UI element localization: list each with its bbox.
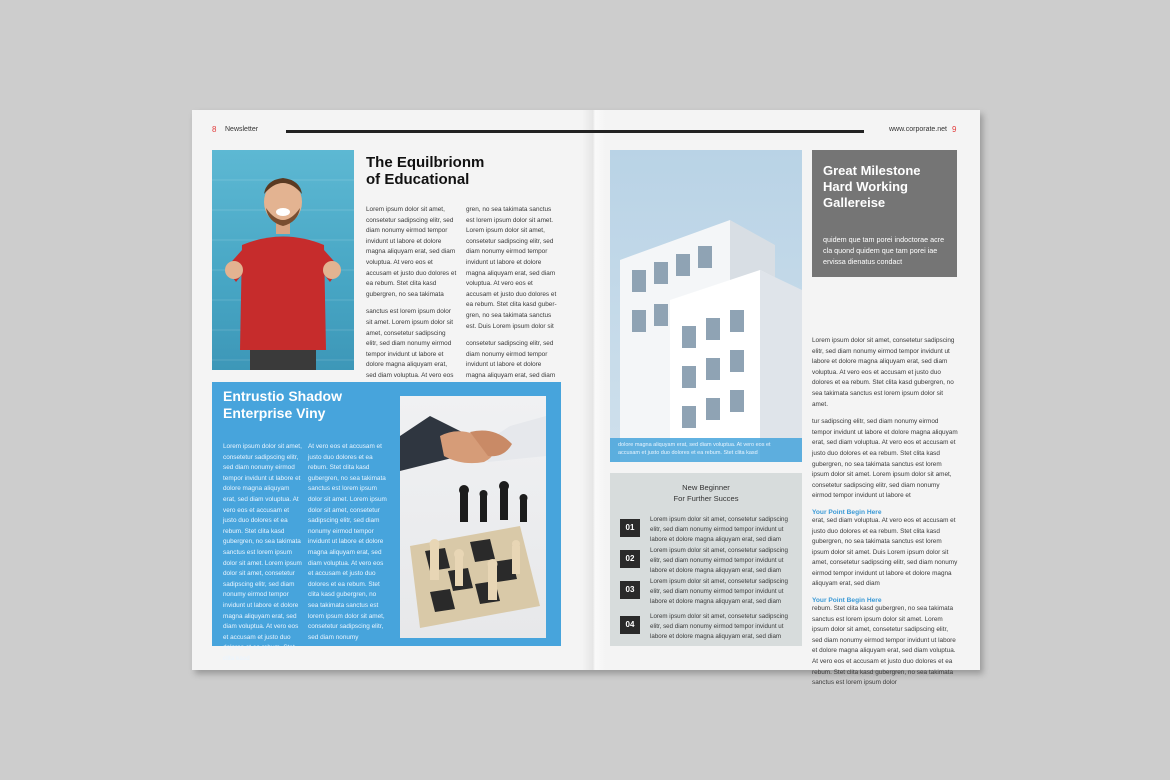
paragraph: At vero eos et accusam et justo duo dolores et ea rebum. Stet clita kasd gubergren, no sea takimata sanctus est lorem ipsum dolor sit amet. Lorem ipsum dolor sit amet, consetetur sadipscing elitr, sed diam nonumy eirmod tempor invidunt ut labore et dolore magna aliquyam erat, sed diam voluptua. At vero eos et accusam et justo duo dolores et ea rebum. Stet clita kasd gubergren, no sea takimata sanctus est lorem ipsum dolor sit amet, consetetur sadipscing elitr, sed diam nonumy [308, 443, 387, 641]
paragraph: gren, no sea takimata sanctus est lorem ipsum dolor sit amet. Lorem ipsum dolor sit amet, consetetur sadipscing elitr, sed diam nonumy eirmod tempor invidunt ut labore et dolore magna aliquyam erat, sed diam voluptua. At vero eos et accusam et justo duo dolores et ea rebum. Stet clita kasd guber-gren, no sea takimata sanctus est. Duis Lorem ipsum dolor sit [466, 206, 557, 330]
paragraph: consetetur sadipscing elitr, sed diam nonumy eirmod tempor invidunt ut labore et dolore magna aliquyam erat, sed diam [466, 340, 556, 379]
feature-column-2 [308, 442, 388, 650]
article-column-1 [366, 205, 458, 410]
list-item: Lorem ipsum dolor sit amet, consetetur sadipscing elitr, sed diam nonumy eirmod tempor invidunt ut labore et dolore magna aliquyam erat, sed diam [650, 578, 788, 605]
subheading: Your Point Begin Here [812, 597, 882, 605]
list-number: 04 [620, 616, 640, 634]
header-url: www.corporate.net [889, 126, 947, 133]
article-title-line1: The Equilbrionm [366, 154, 485, 171]
feature-column-1 [223, 442, 303, 671]
callout-body: quidem que tam porei indoctorae acre cla quond quidem que tam porei iae ervissa dienatus condact [823, 235, 945, 266]
article-title [366, 154, 566, 188]
header-rule [286, 130, 864, 133]
paragraph: rebum. Stet clita kasd gubergren, no sea takimata sanctus est lorem ipsum dolor sit amet. Lorem ipsum dolor sit amet, consetetur sadipscing elitr, sed diam nonumy eirmod tempor invidunt ut labore et dolore magna aliquyam erat, sed diam voluptua. At vero eos et accusam et justo duo dolores et ea rebum. Stet clita kasd gubergren, no sea takimata sanctus est lorem ipsum dolor [812, 605, 956, 687]
callout-box [812, 150, 957, 277]
photo-man-celebrating [212, 150, 354, 370]
list-number: 01 [620, 519, 640, 537]
left-page-number: 8 [212, 125, 217, 134]
paragraph: Lorem ipsum dolor sit amet, consetetur sadipscing elitr, sed diam nonumy eirmod tempor invidunt ut labore et dolore magna aliquyam erat, sed diam voluptua. At vero eos et accusam et justo duo dolores et ea rebum. Stet clita kasd gubergren, no sea takimata [366, 206, 457, 298]
paragraph: Lorem ipsum dolor sit amet, consetetur sadipscing elitr, sed diam nonumy eirmod tempor invidunt ut labore et dolore magna aliquyam erat, sed diam voluptua. At vero eos et accusam et justo duo dolores et ea rebum. Stet clita kasd gubergren, no sea takimata sanctus est lorem ipsum dolor sit amet. [812, 337, 955, 408]
photo-handshake-chess [400, 396, 546, 638]
feature-title [223, 388, 383, 422]
callout-title-line3: Gallereise [823, 195, 886, 210]
photo-building [610, 150, 802, 462]
article-column-2 [466, 205, 558, 399]
magazine-spread [192, 110, 980, 687]
photo-caption: dolore magna aliquyam erat, sed diam voluptua. At vero eos et accusam et justo duo dolores et ea rebum. Stet clita kasd [618, 442, 771, 456]
paragraph: Lorem ipsum dolor sit amet, consetetur sadipscing elitr, sed diam nonumy eirmod tempor invidunt ut labore et dolore magna aliquyam erat, sed diam voluptua. At vero eos et accusam et justo duo dolores et ea rebum. Stet clita kasd gubergren, no sea takimata sanctus est lorem ipsum dolor sit amet. Lorem ipsum dolor sit amet, consetetur sadipscing elitr, sed diam nonumy eirmod tempor invidunt ut labore et dolore magna aliquyam erat, sed diam voluptua. At vero eos et accusam et justo duo dolores et ea rebum. Stet clita kasd [223, 443, 302, 662]
list-number: 02 [620, 550, 640, 568]
section-label: Newsletter [225, 126, 259, 133]
list-number: 03 [620, 581, 640, 599]
man-illustration [212, 150, 354, 370]
list-title [610, 482, 802, 504]
building-illustration [610, 150, 802, 462]
paragraph: erat, sed diam voluptua. At vero eos et accusam et justo duo dolores et ea rebum. Stet clita kasd gubergren, no sea takimata sanctus est lorem ipsum dolor sit amet. Duis Lorem ipsum dolor sit amet, consetetur sadipscing elitr, sed diam nonumy eirmod tempor invidunt ut labore et dolore magna aliquyam erat, sed diam [812, 516, 958, 588]
list-title-line1: New Beginner [682, 483, 730, 492]
paragraph: tur sadipscing elitr, sed diam nonumy eirmod tempor invidunt ut labore et dolore magna aliquyam erat, sed diam voluptua. At vero eos et accusam et justo duo dolores et ea rebum. Stet clita kasd gubergren, no sea takimata sanctus est lorem ipsum dolor sit amet. Lorem ipsum dolor sit amet, consetetur sadipscing elitr, sed diam nonumy eirmod tempor invidunt ut labore et [812, 418, 958, 500]
list-item: Lorem ipsum dolor sit amet, consetetur sadipscing elitr, sed diam nonumy eirmod tempor invidunt ut labore et dolore magna aliquyam erat, sed diam [650, 547, 788, 574]
page-fold [582, 110, 606, 670]
article-title-line2: of Educational [366, 171, 470, 188]
paragraph: sanctus est lorem ipsum dolor sit amet. Lorem ipsum dolor sit amet, consetetur sadipscing elitr, sed diam nonumy eirmod tempor invidunt ut labore et dolore magna aliquyam erat, sed diam voluptua. At vero eos [366, 308, 454, 379]
callout-title [823, 163, 953, 211]
callout-title-line1: Great Milestone [823, 163, 921, 178]
feature-box [212, 382, 561, 662]
list-item: Lorem ipsum dolor sit amet, consetetur sadipscing elitr, sed diam nonumy eirmod tempor invidunt ut labore et dolore magna aliquyam erat, sed diam [650, 613, 788, 640]
feature-title-line2: Enterprise Viny [223, 405, 326, 421]
list-title-line2: For Further Succes [673, 494, 739, 503]
feature-title-line1: Entrustio Shadow [223, 388, 342, 404]
numbered-list-box [610, 473, 802, 646]
right-body-column [812, 336, 960, 696]
callout-title-line2: Hard Working [823, 179, 908, 194]
right-page-number: 9 [952, 125, 957, 134]
list-item: Lorem ipsum dolor sit amet, consetetur sadipscing elitr, sed diam nonumy eirmod tempor invidunt ut labore et dolore magna aliquyam erat, sed diam [650, 516, 788, 543]
handshake-chess-illustration [400, 396, 546, 638]
subheading: Your Point Begin Here [812, 508, 882, 516]
photo-caption-band [610, 438, 802, 462]
